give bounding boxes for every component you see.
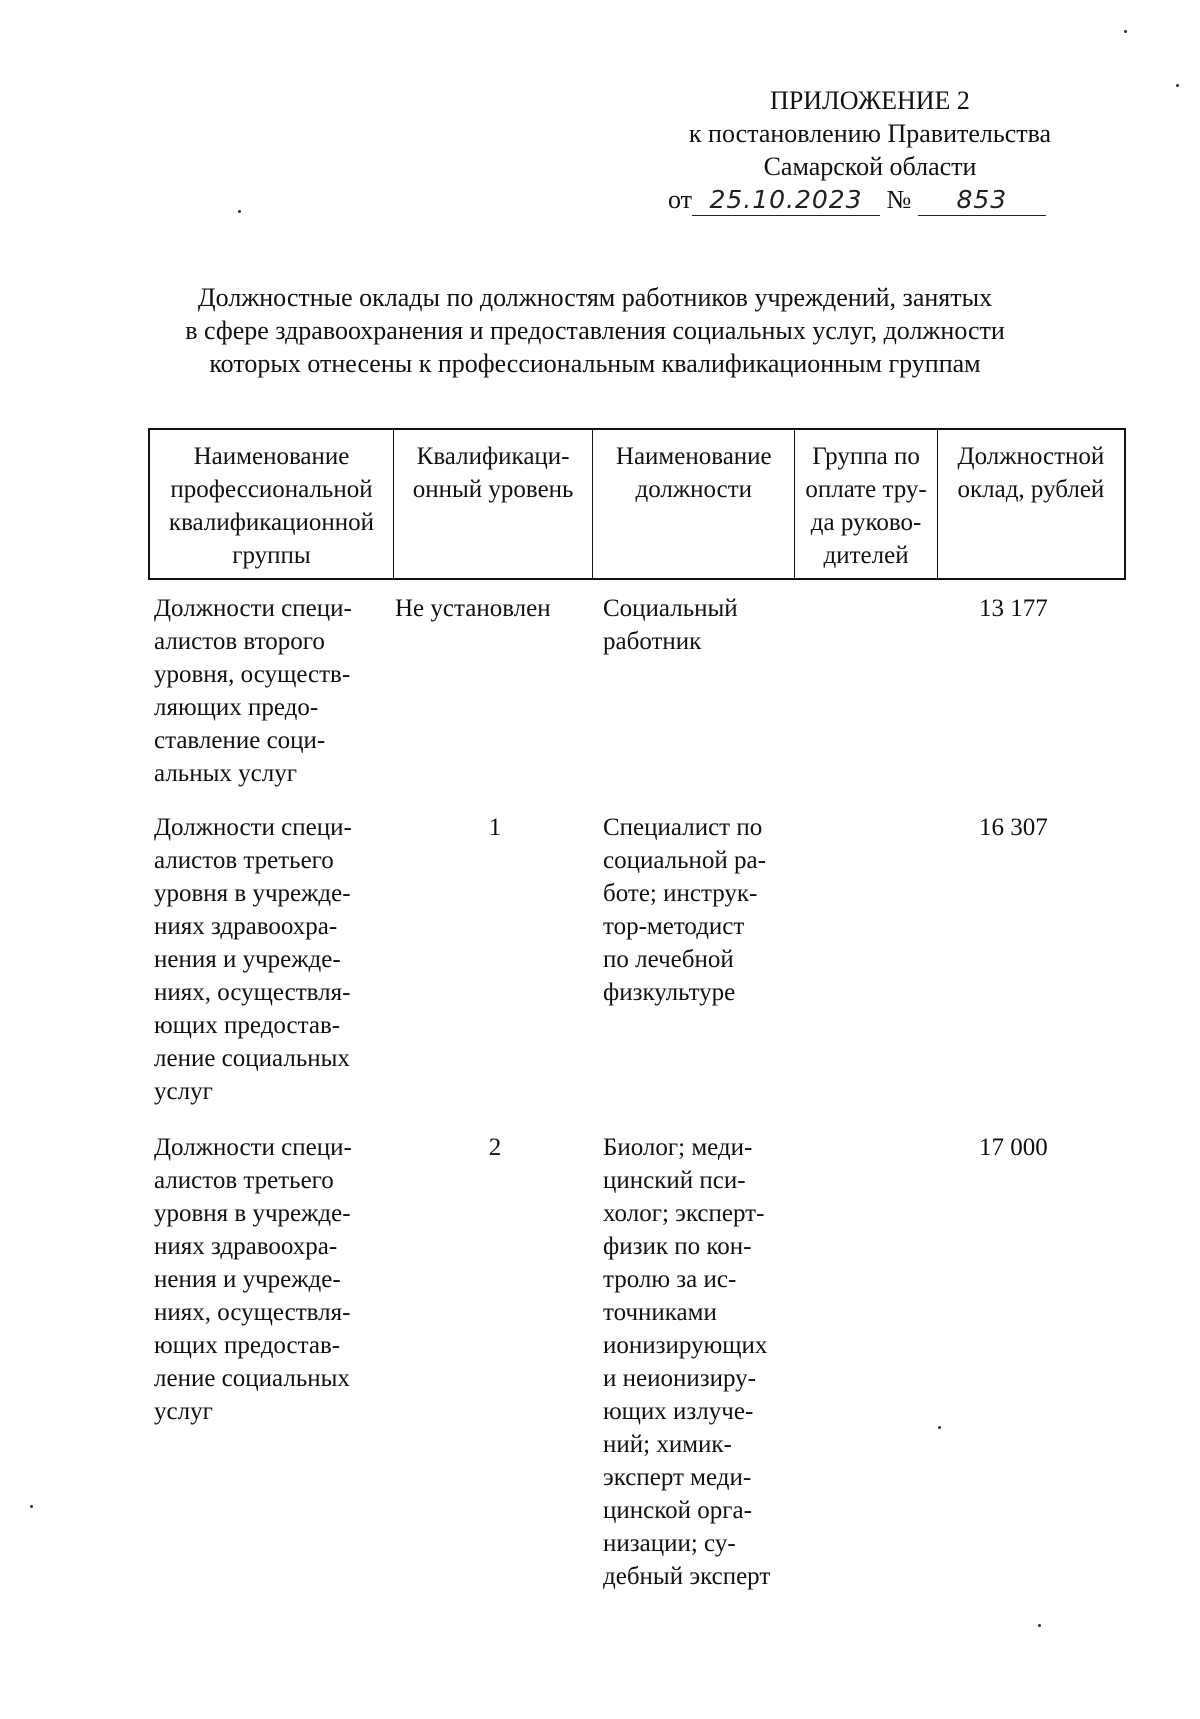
group-cell: Должности специ- алистов третьего уровня в учрежде- ниях здравоохра- нения и учрежде- ниях, осуществля- ющих предостав- ление социальных услуг — [154, 1134, 352, 1425]
date-number-line — [640, 183, 1100, 216]
table-row — [150, 811, 1126, 1108]
document-heading — [130, 281, 1060, 380]
handwritten-number: 853 — [918, 185, 1046, 216]
scan-speck — [938, 1426, 941, 1429]
scan-speck — [1038, 1624, 1041, 1627]
manager-group-cell — [798, 1131, 941, 1593]
manager-group-cell — [798, 592, 941, 790]
table-header — [148, 428, 1126, 580]
scan-speck — [1124, 30, 1127, 33]
group-cell: Должности специ- алистов второго уровня, осуществ- ляющих предо- ставление соци- альных услуг — [154, 595, 352, 787]
salary-cell: 17 000 — [979, 1134, 1048, 1161]
salary-cell: 16 307 — [979, 814, 1048, 841]
column-header-position: Наименование должности — [593, 430, 795, 578]
handwritten-date: 25.10.2023 — [692, 185, 880, 216]
table-row — [150, 1131, 1126, 1593]
column-header-salary: Должностной оклад, рублей — [957, 443, 1105, 503]
level-cell: Не установлен — [395, 595, 551, 622]
attachment-title: ПРИЛОЖЕНИЕ 2 — [770, 86, 970, 115]
position-cell: Специалист по социальной ра- боте; инструк- тор-методист по лечебной физкультуре — [603, 814, 766, 1006]
region-name: Самарской области — [763, 152, 977, 181]
position-cell: Социальный работник — [603, 595, 738, 655]
group-cell: Должности специ- алистов третьего уровня в учрежде- ниях здравоохра- нения и учрежде- ниях, осуществля- ющих предостав- ление социальных услуг — [154, 814, 352, 1105]
scan-speck — [238, 210, 241, 213]
table-row — [150, 592, 1126, 790]
heading-line: которых отнесены к профессиональным квалификационным группам — [209, 349, 981, 378]
heading-line: в сфере здравоохранения и предоставления социальных услуг, должности — [185, 316, 1005, 345]
decree-reference: к постановлению Правительства — [688, 119, 1052, 148]
date-prefix: от — [668, 185, 693, 214]
column-header-group: Наименование профессиональной квалификационной группы — [150, 430, 394, 578]
column-header-level: Квалификаци- онный уровень — [394, 430, 593, 578]
salary-cell: 13 177 — [979, 595, 1048, 622]
scan-speck — [30, 1505, 33, 1508]
level-cell: 2 — [488, 1134, 502, 1161]
scan-speck — [1176, 84, 1179, 87]
heading-line: Должностные оклады по должностям работников учреждений, занятых — [197, 283, 993, 312]
number-prefix: № — [886, 185, 912, 214]
column-header-manager-group: Группа по оплате тру- да руково- дителей — [795, 430, 937, 578]
manager-group-cell — [798, 811, 941, 1108]
level-cell: 1 — [488, 814, 502, 841]
position-cell: Биолог; меди- цинский пси- холог; эксперт- физик по кон- тролю за ис- точниками ионизирующих и неионизиру- ющих излуче- ний; химик- эксперт меди- цинской орга- низации; су- дебный эксперт — [603, 1134, 771, 1590]
attachment-header — [640, 84, 1100, 216]
